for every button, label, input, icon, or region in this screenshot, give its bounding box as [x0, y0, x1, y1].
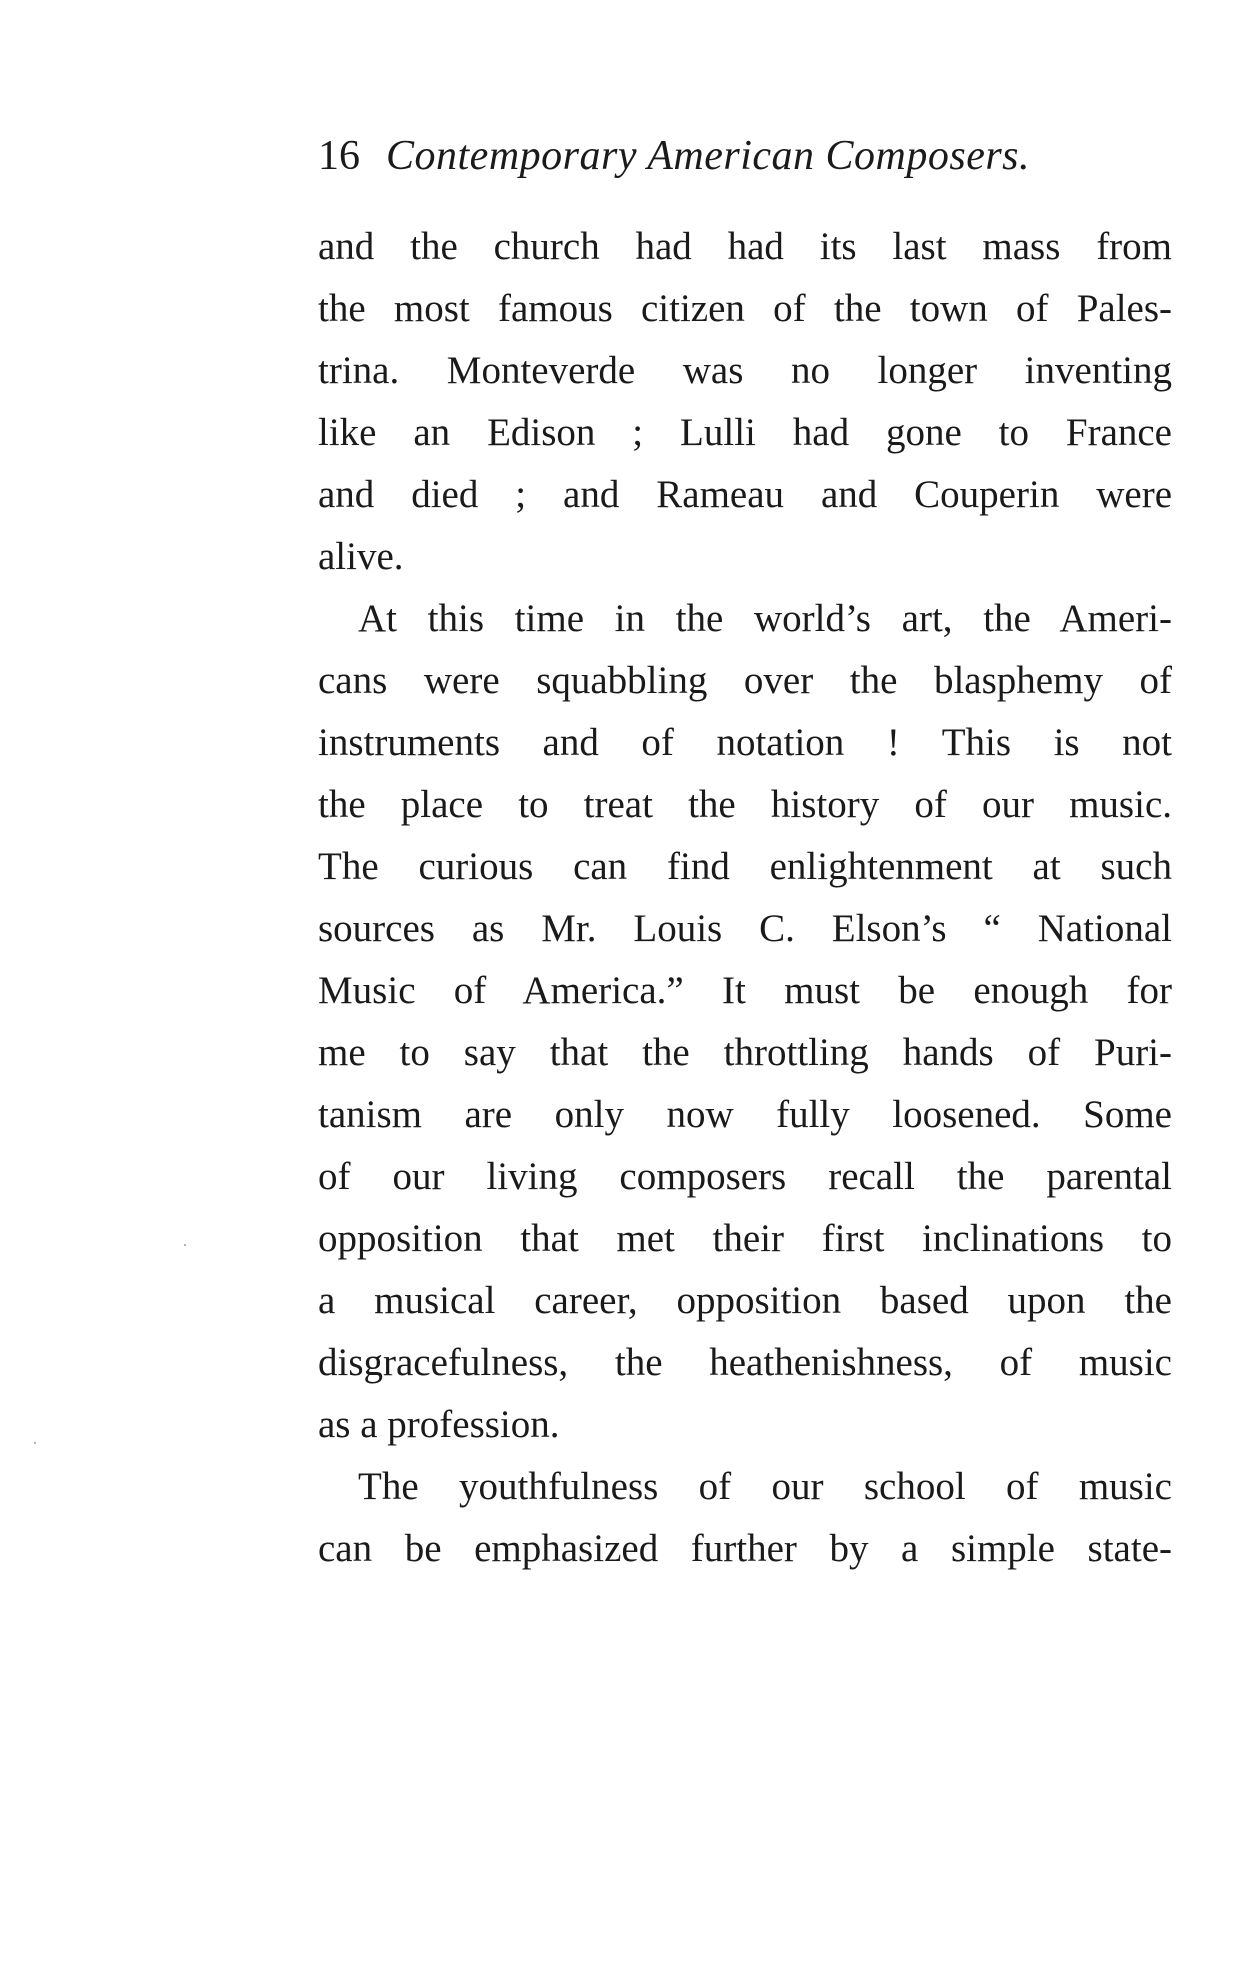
text-line: At this time in the world’s art, the Ameri-: [358, 597, 1172, 640]
text-line: of our living composers recall the parental: [318, 1155, 1172, 1198]
body-text: [318, 216, 1172, 1580]
text-line: instruments and of notation ! This is not: [318, 721, 1172, 764]
paper-speck: [184, 1244, 186, 1246]
paper-speck: [34, 1442, 36, 1444]
text-line: and the church had had its last mass from: [318, 225, 1172, 268]
running-head: [318, 128, 1178, 184]
text-line: cans were squabbling over the blasphemy of: [318, 659, 1172, 702]
text-line: The curious can find enlightenment at such: [318, 845, 1172, 888]
text-line: opposition that met their first inclinations to: [318, 1217, 1172, 1260]
text-line: like an Edison ; Lulli had gone to France: [318, 411, 1172, 454]
text-line: as a profession.: [318, 1403, 560, 1446]
text-line: the place to treat the history of our music.: [318, 783, 1172, 826]
running-title: Contemporary American Composers.: [386, 133, 1031, 179]
text-line: The youthfulness of our school of music: [358, 1465, 1172, 1508]
text-line: disgracefulness, the heathenishness, of music: [318, 1341, 1172, 1384]
text-line: can be emphasized further by a simple state-: [318, 1527, 1172, 1570]
text-line: and died ; and Rameau and Couperin were: [318, 473, 1172, 516]
text-line: me to say that the throttling hands of Puri-: [318, 1031, 1172, 1074]
text-line: trina. Monteverde was no longer inventing: [318, 349, 1172, 392]
text-line: alive.: [318, 535, 404, 578]
text-line: a musical career, opposition based upon the: [318, 1279, 1172, 1322]
text-line: the most famous citizen of the town of Pales-: [318, 287, 1172, 330]
page-number: 16: [318, 133, 360, 179]
text-line: tanism are only now fully loosened. Some: [318, 1093, 1172, 1136]
text-line: sources as Mr. Louis C. Elson’s “ National: [318, 907, 1172, 950]
text-line: Music of America.” It must be enough for: [318, 969, 1172, 1012]
